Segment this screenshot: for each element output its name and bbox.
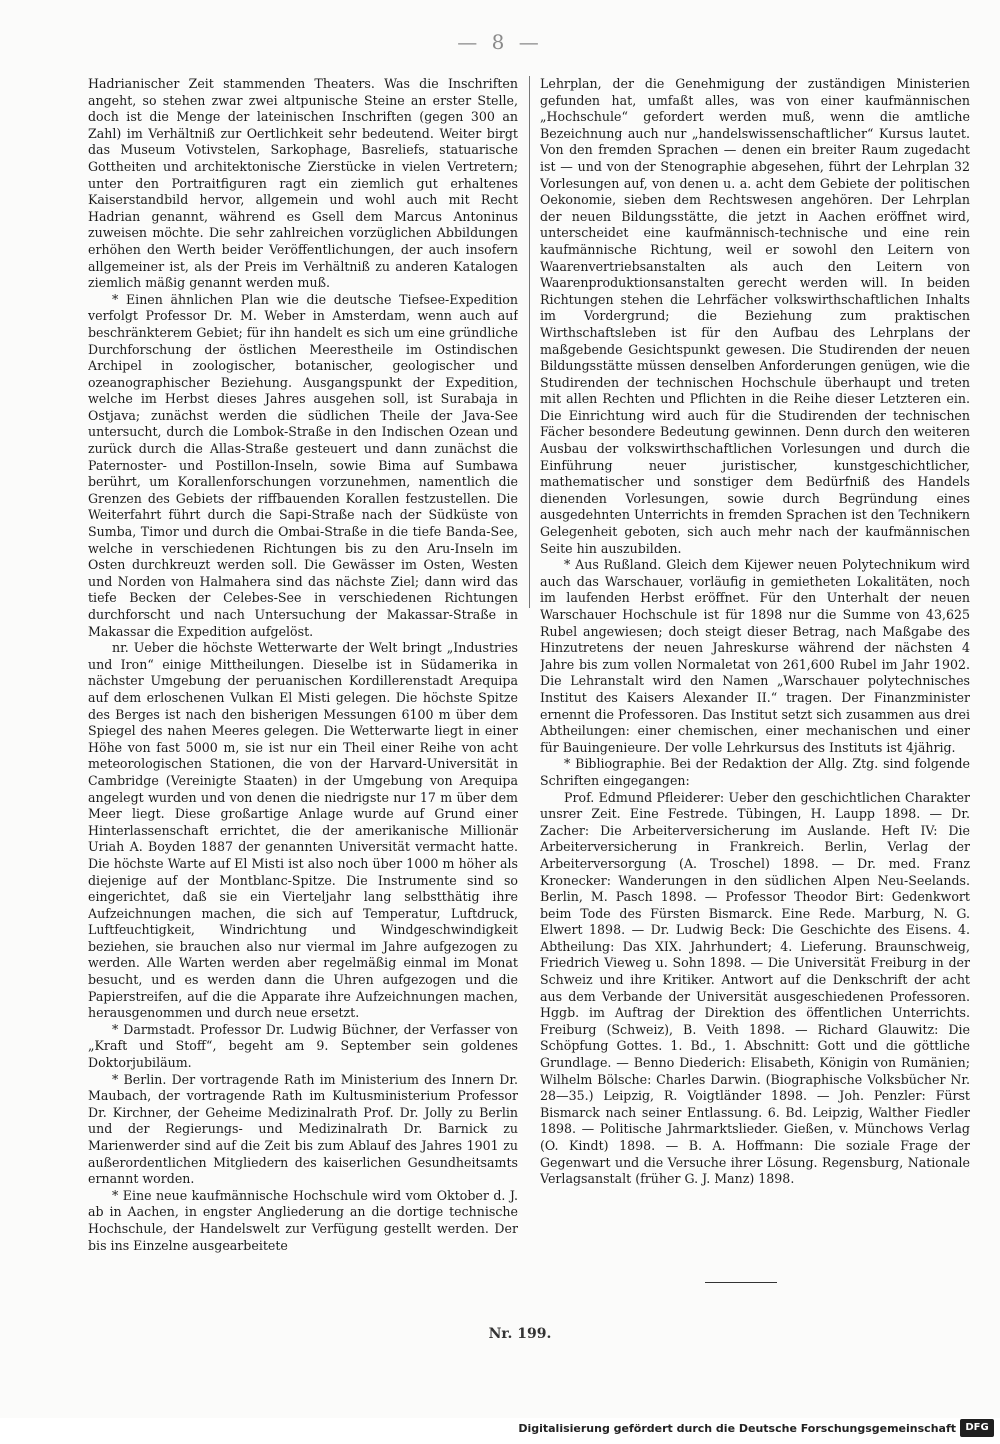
article-lehrplan: Lehrplan, der die Genehmigung der zuständigen Ministerien gefunden hat, umfaßt alles, was von einer kaufmännischen „Hochschule“ gefordert werden muß, wenn die amtliche Bezeichnung auch nur „handelswissenschaftlicher“ Kursus lautet. Von den fremden Sprachen — denen ein breiter Raum zugedacht ist — und von der Stenographie abgesehen, führt der Lehrplan 32 Vorlesungen auf, von denen u. a. acht dem Gebiete der politischen Oekonomie, sieben dem Rechtswesen angehören. Der Lehrplan der neuen Bildungsstätte, die jetzt in Aachen eröffnet wird, unterscheidet eine kaufmännisch-technische und eine rein kaufmännische Richtung, weil er sowohl den Leitern von Waarenvertriebsanstalten als auch den Leitern von Waarenproduktionsanstalten gerecht werden will. In beiden Richtungen stehen die Lehrfächer volkswirthschaftlichen Inhalts im Vordergrund; die Beziehung zum praktischen Wirthschaftsleben ist für den Aufbau des Lehrplans der maßgebende Gesichtspunkt gewesen. Die Studirenden der neuen Bildungsstätte müssen denselben Anforderungen genügen, wie die Studirenden der technischen Hochschule überhaupt und treten mit allen Rechten und Pflichten in die Reihe dieser Letzteren ein. Die Einrichtung wird auch für die Studirenden der technischen Fächer besondere Bedeutung gewinnen. Denn durch den weiteren Ausbau der volkswirthschaftlichen Vorlesungen und durch die Einführung neuer juristischer, kunstgeschichtlicher, mathematischer und sonstiger dem Bedürfniß des Handels dienenden Vorlesungen, sowie durch Begründung eines ausgedehnten Unterrichts in fremden Sprachen ist den Technikern Gelegenheit geboten, sich auch mehr nach der kaufmännischen Seite hin auszubilden.: [540, 76, 970, 556]
bibliography-list: Prof. Edmund Pfleiderer: Ueber den geschichtlichen Charakter unsrer Zeit. Eine Festrede. Tübingen, H. Laupp 1898. — Dr. Zacher: Die Arbeiterversicherung im Auslande. Heft IV: Die Arbeiterversicherung in Frankreich. Berlin, Verlag der Arbeiterversorgung (A. Troschel) 1898. — Dr. med. Franz Kronecker: Wanderungen in den südlichen Alpen Neu-Seelands. Berlin, M. Pasch 1898. — Professor Theodor Birt: Gedenkwort beim Tode des Fürsten Bismarck. Eine Rede. Marburg, N. G. Elwert 1898. — Dr. Ludwig Beck: Die Geschichte des Eisens. 4. Abtheilung: Das XIX. Jahrhundert; 4. Lieferung. Braunschweig, Friedrich Vieweg u. Sohn 1898. — Die Universität Freiburg in der Schweiz und ihre Kritiker. Antwort auf die Denkschrift der acht aus dem Verbande der Universität ausgeschiedenen Professoren. Hggb. im Auftrag der Direktion des öffentlichen Unterrichts. Freiburg (Schweiz), B. Veith 1898. — Richard Glauwitz: Die Schöpfung Gottes. 1. Bd., 1. Abschnitt: Gott und die göttliche Grundlage. — Benno Diederich: Elisabeth, Königin von Rumänien; Wilhelm Bölsche: Charles Darwin. (Biographische Volksbücher Nr. 28—35.) Leipzig, R. Voigtländer 1898. — Joh. Penzler: Fürst Bismarck nach seiner Entlassung. 6. Bd. Leipzig, Walther Fiedler 1898. — Politische Jahrmarktslieder. Gießen, v. Münchows Verlag (O. Kindt) 1898. — B. A. Hoffmann: Die soziale Frage der Gegenwart und die Versuche ihrer Lösung. Regensburg, Nationale Verlagsanstalt (früher G. J. Manz) 1898.: [540, 789, 970, 1187]
left-column: [88, 76, 518, 1281]
article-darmstadt: * Darmstadt. Professor Dr. Ludwig Büchner, der Verfasser von „Kraft und Stoff“, begeht am 9. September sein goldenes Doktorjubiläum.: [88, 1021, 518, 1071]
section-rule: [705, 1282, 777, 1283]
article-tiefsee-expedition: * Einen ähnlichen Plan wie die deutsche Tiefsee-Expedition verfolgt Professor Dr. M. Weber in Amsterdam, wenn auch auf beschränkterem Gebiet; für ihn handelt es sich um eine gründliche Durchforschung der östlichen Meerestheile im Ostindischen Archipel in zoologischer, botanischer, geologischer und ozeanographischer Beziehung. Ausgangspunkt der Expedition, welche im Herbst dieses Jahres ausgehen soll, ist Surabaja in Ostjava; zunächst werden die südlichen Theile der Java-See untersucht, durch die Lombok-Straße in den Indischen Ozean und zurück durch die Allas-Straße gesteuert und dann zunächst die Paternoster- und Postillon-Inseln, sowie Bima auf Sumbawa berührt, um Korallenforschungen vorzunehmen, namentlich die Grenzen des Gebiets der riffbauenden Korallen festzustellen. Die Weiterfahrt führt durch die Sapi-Straße nach der Südküste von Sumba, Timor und durch die Ombai-Straße in die tiefe Banda-See, welche in verschiedenen Richtungen bis zu den Aru-Inseln im Osten durchkreuzt werden soll. Die Gewässer im Osten, Westen und Norden von Halmahera sind das nächste Ziel; dann wird das tiefe Becken der Celebes-See in verschiedenen Richtungen durchforscht und nach Untersuchung der Makassar-Straße in Makassar die Expedition aufgelöst.: [88, 291, 518, 639]
digitization-credit: Digitalisierung gefördert durch die Deutsche Forschungsgemeinschaft: [518, 1422, 956, 1435]
article-wetterwarte: nr. Ueber die höchste Wetterwarte der Welt bringt „Industries und Iron“ einige Mittheilungen. Dieselbe ist in Südamerika in nächster Umgebung der peruanischen Kordillerenstadt Arequipa auf dem erloschenen Vulkan El Misti gelegen. Die höchste Spitze des Berges ist nach den bisherigen Messungen 6100 m über dem Spiegel des nahen Meeres gelegen. Die Wetterwarte liegt in einer Höhe von fast 5000 m, sie ist nur ein Theil einer Reihe von acht meteorologischen Stationen, die von der Harvard-Universität in Cambridge (Vereinigte Staaten) in der Umgebung von Arequipa angelegt wurden und von denen die niedrigste nur 17 m über dem Meer liegt. Diese großartige Anlage wurde auf Grund einer Hinterlassenschaft errichtet, die der amerikanische Millionär Uriah A. Boyden 1887 der genannten Universität vermacht hatte. Die höchste Warte auf El Misti ist also noch über 1000 m höher als diejenige auf der Montblanc-Spitze. Die Instrumente sind so eingerichtet, daß sie ein Vierteljahr lang selbstthätig ihre Aufzeichnungen machen, die sich auf Temperatur, Luftdruck, Luftfeuchtigkeit, Windrichtung und Windgeschwindigkeit beziehen, sie brauchen also nur viermal im Jahre aufgezogen zu werden. Alle Warten werden aber regelmäßig einmal im Monat besucht, und es werden dann die Uhren aufgezogen und die Papierstreifen, auf die die Apparate ihre Aufzeichnungen machen, herausgenommen und durch neue ersetzt.: [88, 640, 518, 1021]
page-number: — 8 —: [457, 30, 543, 54]
issue-number: Nr. 199.: [488, 1326, 552, 1342]
article-bibliographie: * Bibliographie. Bei der Redaktion der Allg. Ztg. sind folgende Schriften eingegangen:: [540, 756, 970, 788]
article-berlin: * Berlin. Der vortragende Rath im Ministerium des Innern Dr. Maubach, der vortragende Rath im Kultusministerium Professor Dr. Kirchner, der Geheime Medizinalrath Prof. Dr. Jolly zu Berlin und der Regierungs- und Medizinalrath Dr. Barnick zu Marienwerder sind auf die Zeit bis zum Ablauf des Jahres 1901 zu außerordentlichen Mitgliedern des kaiserlichen Gesundheitsamts ernannt worden.: [88, 1071, 518, 1187]
dfg-logo-icon[interactable]: DFG: [960, 1419, 994, 1437]
article-hochschule: * Eine neue kaufmännische Hochschule wird vom Oktober d. J. ab in Aachen, in engster Angliederung an die dortige technische Hochschule, der Handelswelt zur Verfügung gestellt werden. Der bis ins Einzelne ausgearbeitete: [88, 1187, 518, 1253]
article-russland: * Aus Rußland. Gleich dem Kijewer neuen Polytechnikum wird auch das Warschauer, vorläufig in gemietheten Lokalitäten, noch im laufenden Herbst eröffnet. Für den Unterhalt der neuen Warschauer Hochschule ist für 1898 nur die Summe von 43,625 Rubel angewiesen; doch steigt dieser Betrag, nach Maßgabe des Hinzutretens der neuen Jahreskurse während der nächsten 4 Jahre bis zum vollen Normaletat von 261,600 Rubel im Jahr 1902. Die Lehranstalt wird den Namen „Warschauer polytechnisches Institut des Kaisers Alexander II.“ tragen. Der Finanzminister ernennt die Professoren. Das Institut setzt sich zusammen aus drei Abtheilungen: einer chemischen, einer mechanischen und einer für Bauingenieure. Der volle Lehrkursus des Instituts ist 4jährig.: [540, 557, 970, 755]
column-divider: [529, 76, 530, 608]
right-column: [540, 76, 970, 1281]
article-paragraph: Hadrianischer Zeit stammenden Theaters. Was die Inschriften angeht, so stehen zwar zwei altpunische Steine an erster Stelle, doch ist die Menge der lateinischen Inschriften (gegen 300 an Zahl) im Verhältniß zur Oertlichkeit sehr bedeutend. Weiter birgt das Museum Votivstelen, Sarkophage, Basreliefs, statuarische Gottheiten und architektonische Zierstücke in vielen Vertretern; unter den Portraitfiguren ragt ein ziemlich gut erhaltenes Kaiserstandbild hervor, allgemein und wohl auch mit Recht Hadrian genannt, während es Gsell dem Marcus Antoninus zuweisen möchte. Die sehr zahlreichen vorzüglichen Abbildungen erhöhen den Werth beider Veröffentlichungen, der auch insofern allgemeiner ist, als der Preis im Verhältniß zu anderen Katalogen ziemlich mäßig genannt werden muß.: [88, 76, 518, 291]
